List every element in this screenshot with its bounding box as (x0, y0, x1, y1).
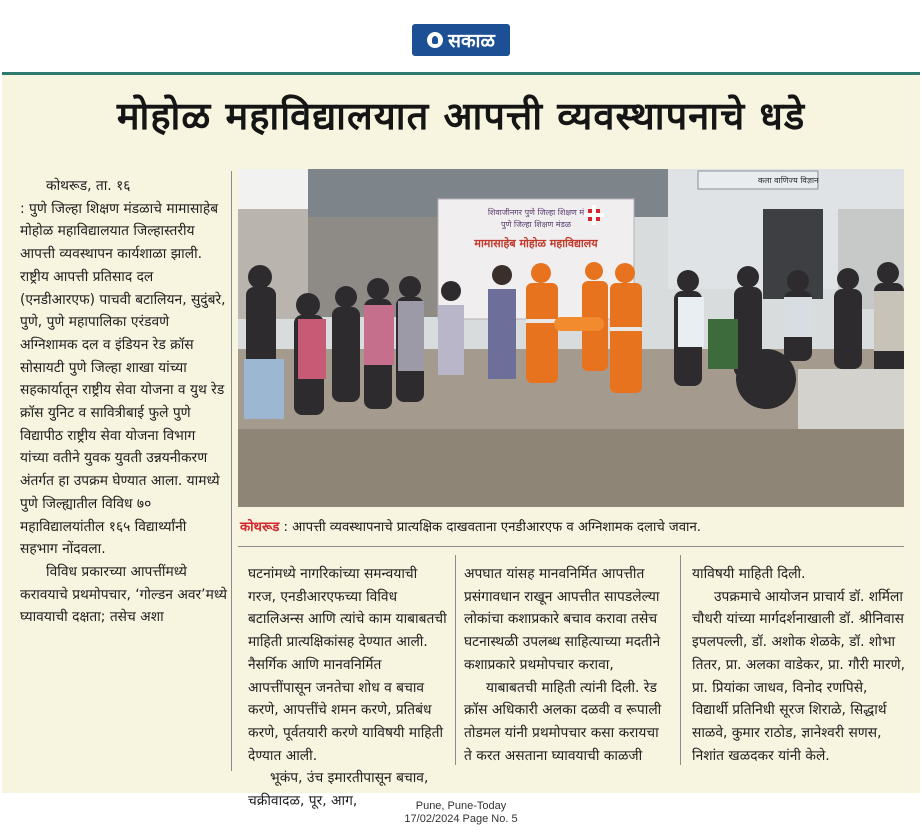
news-photo[interactable] (238, 169, 904, 507)
page-footer (0, 800, 922, 826)
paragraph: याबाबतची माहिती त्यांनी दिली. रेड क्रॉस अधिकारी अलका दळवी व रूपाली तोडमल यांनी प्रथमोपचार कसा करायचा ते करत असताना घ्यावयाची काळजी (464, 679, 662, 764)
caption-place: कोथरूड (240, 520, 280, 535)
article-column-1 (20, 175, 228, 629)
banner-line-1: शिवाजीनगर पुणे जिल्हा शिक्षण मं (487, 208, 585, 217)
photo-illustration (238, 169, 904, 507)
banner-title: मामासाहेब मोहोळ महाविद्यालय (474, 237, 598, 250)
logo-text: सकाळ (448, 30, 495, 52)
dateline: कोथरूड, ता. १६ (46, 178, 131, 194)
paragraph: विविध प्रकारच्या आपत्तींमध्ये करावयाचे प्रथमोपचार, ‘गोल्डन अवर’मध्ये घ्यावयाची दक्षता; तसेच अशा (20, 563, 228, 626)
masthead (0, 0, 922, 72)
column-divider (231, 171, 232, 771)
paragraph: : पुणे जिल्हा शिक्षण मंडळाचे मामासाहेब मोहोळ महाविद्यालयात जिल्हास्तरीय आपत्ती व्यवस्थापन कार्यशाळा झाली. राष्ट्रीय आपत्ती प्रतिसाद दल (एनडीआरएफ) पाचवी बटालियन, सुदुंबरे, पुणे, पुणे महापालिका एरंडवणे अग्निशामक दल व इंडियन रेड क्रॉस सोसायटी पुणे जिल्हा शाखा यांच्या सहकार्यातून राष्ट्रीय सेवा योजना व युथ रेड क्रॉस युनिट व सावित्रीबाई फुले पुणे विद्यापीठ राष्ट्रीय सेवा योजना विभाग यांच्या वतीने युवक युवती उन्नयनीकरण अंतर्गत हा उपक्रम घेण्यात आला. यामध्ये पुणे जिल्ह्यातील विविध ७० महाविद्यालयांतील १६५ विद्यार्थ्यांनी सहभाग नोंदवला. (20, 200, 226, 558)
footer-date-page: 17/02/2024 Page No. 5 (404, 813, 518, 825)
sakal-logo[interactable] (412, 24, 510, 56)
paragraph: याविषयी माहिती दिली. (692, 566, 806, 582)
paragraph: भूकंप, उंच इमारतीपासून बचाव, चक्रीवादळ, पूर, आग, (248, 770, 429, 810)
paragraph: उपक्रमाचे आयोजन प्राचार्य डॉ. शर्मिला चौधरी यांच्या मार्गदर्शनाखाली डॉ. श्रीनिवास इपलपल्ली, डॉ. अशोक शेळके, डॉ. शोभा तितर, प्रा. अलका वाडेकर, प्रा. गौरी मारणे, प्रा. प्रियांका जाधव, विनोद रणपिसे, विद्यार्थी प्रतिनिधी सूरज शिराळे, सिद्धार्थ साळवे, कुमार राठोड, ज्ञानेश्वरी सणस, निशांत खळदकर यांनी केले. (692, 588, 905, 764)
column-divider (680, 555, 681, 765)
article-column-3 (464, 563, 664, 767)
column-divider (455, 555, 456, 765)
banner-line-2: पुणे जिल्हा शिक्षण मंडळ (501, 220, 571, 229)
paragraph: घटनांमध्ये नागरिकांच्या समन्वयाची गरज, एनडीआरएफच्या विविध बटालिअन्स आणि त्यांचे काम याबाबतची माहिती प्रात्यक्षिकांसह देण्यात आली. नैसर्गिक आणि मानवनिर्मित आपत्तींपासून जनतेचा शोध व बचाव करणे, आपत्तींचे शमन करणे, प्रतिबंध करणे, पूर्वतयारी करणे याविषयी माहिती देण्यात आली. (248, 566, 447, 764)
photo-caption (240, 517, 904, 535)
building-sign: कला वाणिज्य विज्ञान (758, 176, 819, 185)
caption-divider (238, 546, 904, 547)
article-column-2 (248, 563, 448, 813)
article-column-4 (692, 563, 906, 767)
footer-edition: Pune, Pune-Today (415, 800, 507, 812)
paragraph: अपघात यांसह मानवनिर्मित आपत्तीत प्रसंगावधान राखून आपत्तीत सापडलेल्या लोकांचा कशाप्रकारे बचाव करावा तसेच घटनास्थळी उपलब्ध साहित्याच्या मदतीने कशाप्रकारे प्रथमोपचार करावा, (464, 566, 661, 673)
headline: मोहोळ महाविद्यालयात आपत्ती व्यवस्थापनाचे धडे (116, 94, 806, 138)
sakal-emblem-icon (427, 32, 443, 48)
caption-text: : आपत्ती व्यवस्थापनाचे प्रात्यक्षिक दाखवताना एनडीआरएफ व अग्निशामक दलाचे जवान. (283, 520, 701, 535)
